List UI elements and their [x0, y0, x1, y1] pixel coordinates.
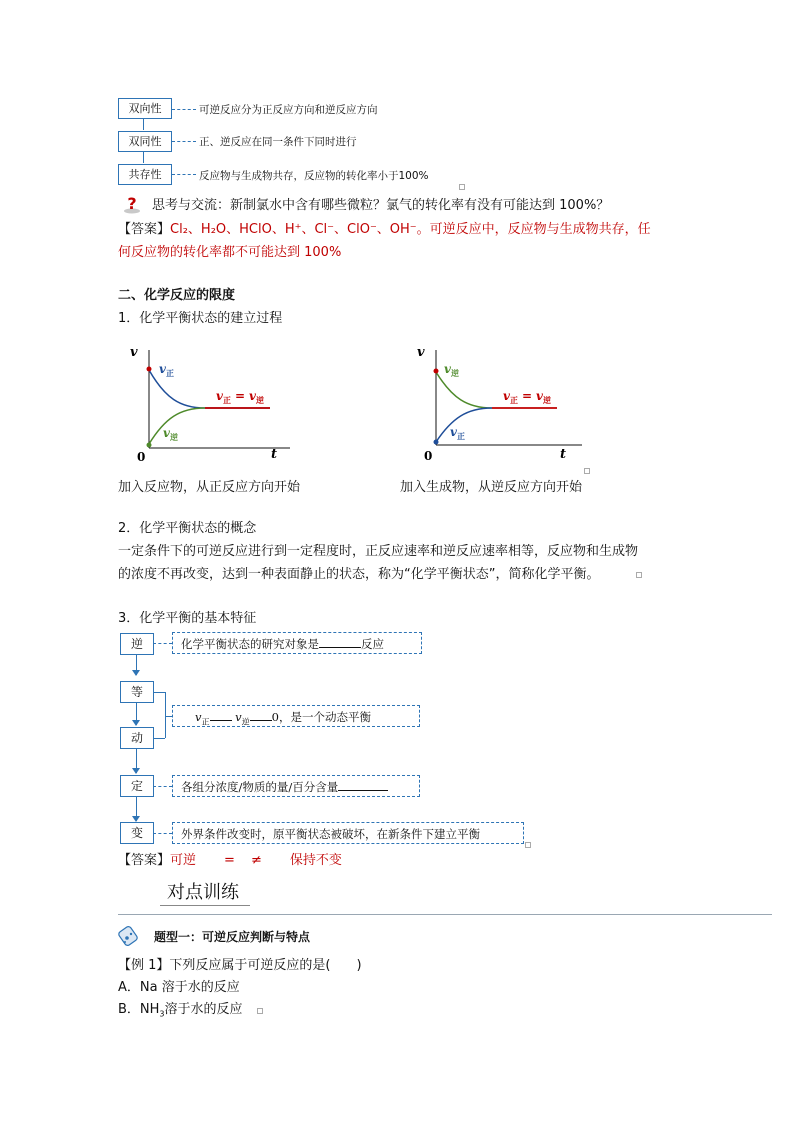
question-type-label: 题型一：可逆反应判断与特点	[154, 930, 311, 944]
blank-line	[319, 635, 361, 648]
anchor-mark	[636, 572, 642, 578]
answer-label: 【答案】	[118, 853, 171, 868]
question-icon	[123, 194, 141, 214]
flow-key-equal: 等	[120, 681, 154, 703]
flow-key-reversible: 逆	[120, 633, 154, 655]
flow-box-dynamic: $v_正$ $v_逆$ 0，是一个动态平衡	[172, 705, 420, 727]
feature-tag-simultaneous: 双同性	[118, 131, 172, 152]
flask-icon	[118, 922, 144, 948]
section-divider	[118, 914, 772, 915]
anchor-mark	[584, 468, 590, 474]
reverse-rate-label: $v_逆$	[444, 362, 459, 378]
flow-key-change: 变	[120, 822, 154, 844]
anchor-mark	[257, 1008, 263, 1014]
subsection-2-title: 2．化学平衡状态的概念	[118, 521, 257, 536]
blank-line	[338, 778, 388, 791]
bracket-line	[165, 692, 166, 738]
feature-text-bidirectional: 可逆反应分为正反应方向和逆反应方向	[199, 104, 378, 116]
equilibrium-graph-reverse	[412, 340, 587, 465]
think-answer-line2: 何反应物的转化率都不可能达到 100%	[118, 245, 342, 260]
connector-line	[153, 643, 172, 644]
training-heading: 对点训练	[167, 882, 239, 903]
feature-text-simultaneous: 正、逆反应在同一条件下同时进行	[199, 136, 357, 148]
arrow-head	[132, 720, 140, 726]
connector-vertical	[143, 151, 144, 163]
x-axis-label: t	[560, 447, 567, 462]
origin-label: 0	[424, 449, 433, 463]
bracket-line	[153, 738, 165, 739]
start-point-reverse	[147, 443, 152, 448]
feature-text-coexist: 反应物与生成物共存，反应物的转化率小于100%	[199, 170, 429, 182]
connector-vertical	[143, 118, 144, 130]
flow-key-dynamic: 动	[120, 727, 154, 749]
flow-box-fixed: 各组分浓度/物质的量/百分含量	[172, 775, 420, 797]
bracket-line	[153, 692, 165, 693]
arrow-head	[132, 670, 140, 676]
caption-reverse: 加入生成物，从逆反应方向开始	[400, 480, 583, 495]
bracket-line	[165, 716, 172, 717]
flow-answer: 【答案】可逆 = ≠ 保持不变	[118, 853, 342, 868]
connector-line	[153, 833, 172, 834]
think-answer-line1	[118, 220, 651, 240]
concept-line-1: 一定条件下的可逆反应进行到一定程度时，正反应速率和逆反应速率相等，反应物和生成物	[118, 544, 639, 559]
start-point-reverse	[434, 369, 439, 374]
origin-label: 0	[137, 450, 146, 464]
example-1: 【例 1】下列反应属于可逆反应的是( )	[118, 958, 362, 973]
equilibrium-label: $v_正 = v_逆$	[216, 389, 265, 405]
x-axis-label: t	[271, 447, 278, 462]
caption-forward: 加入反应物，从正反应方向开始	[118, 480, 301, 495]
flow-box-change: 外界条件改变时，原平衡状态被破坏，在新条件下建立平衡	[172, 822, 524, 844]
think-question: 思考与交流：新制氯水中含有哪些微粒？氯气的转化率有没有可能达到 100%？	[152, 198, 610, 213]
svg-text:?: ?	[127, 194, 137, 213]
forward-rate-label: $v_正$	[450, 425, 465, 441]
feature-tag-coexist: 共存性	[118, 164, 172, 185]
forward-rate-label: $v_正$	[159, 362, 174, 378]
start-point-forward	[147, 367, 152, 372]
y-axis-label: v	[417, 345, 425, 360]
anchor-mark	[459, 184, 465, 190]
connector-line	[172, 174, 196, 175]
blank-line	[250, 708, 272, 721]
subsection-1-title: 1．化学平衡状态的建立过程	[118, 311, 283, 326]
section-title: 二、化学反应的限度	[118, 288, 236, 303]
heading-underline	[160, 905, 250, 906]
reverse-rate-label: $v_逆$	[163, 426, 178, 442]
anchor-mark	[525, 842, 531, 848]
answer-label: 【答案】	[118, 222, 171, 237]
y-axis-label: v	[130, 345, 138, 360]
option-a: A．Na 溶于水的反应	[118, 980, 240, 995]
feature-tag-bidirectional: 双向性	[118, 98, 172, 119]
concept-line-2: 的浓度不再改变，达到一种表面静止的状态，称为“化学平衡状态”，简称化学平衡。	[118, 567, 600, 582]
arrow-head	[132, 768, 140, 774]
flow-box-object: 化学平衡状态的研究对象是 反应	[172, 632, 422, 654]
connector-line	[172, 141, 196, 142]
flow-key-fixed: 定	[120, 775, 154, 797]
reverse-rate-curve	[436, 372, 492, 408]
subsection-3-title: 3．化学平衡的基本特征	[118, 611, 257, 626]
connector-line	[153, 786, 172, 787]
blank-line	[210, 708, 232, 721]
answer-text-1: Cl₂、H₂O、HClO、H⁺、Cl⁻、ClO⁻、OH⁻。可逆反应中，反应物与生成物共存，任	[170, 222, 651, 237]
connector-line	[172, 109, 196, 110]
equilibrium-graph-forward	[125, 340, 295, 465]
start-point-forward	[434, 440, 439, 445]
equilibrium-label: $v_正 = v_逆$	[503, 389, 552, 405]
option-b: B．$NH_3$溶于水的反应	[118, 1002, 243, 1019]
